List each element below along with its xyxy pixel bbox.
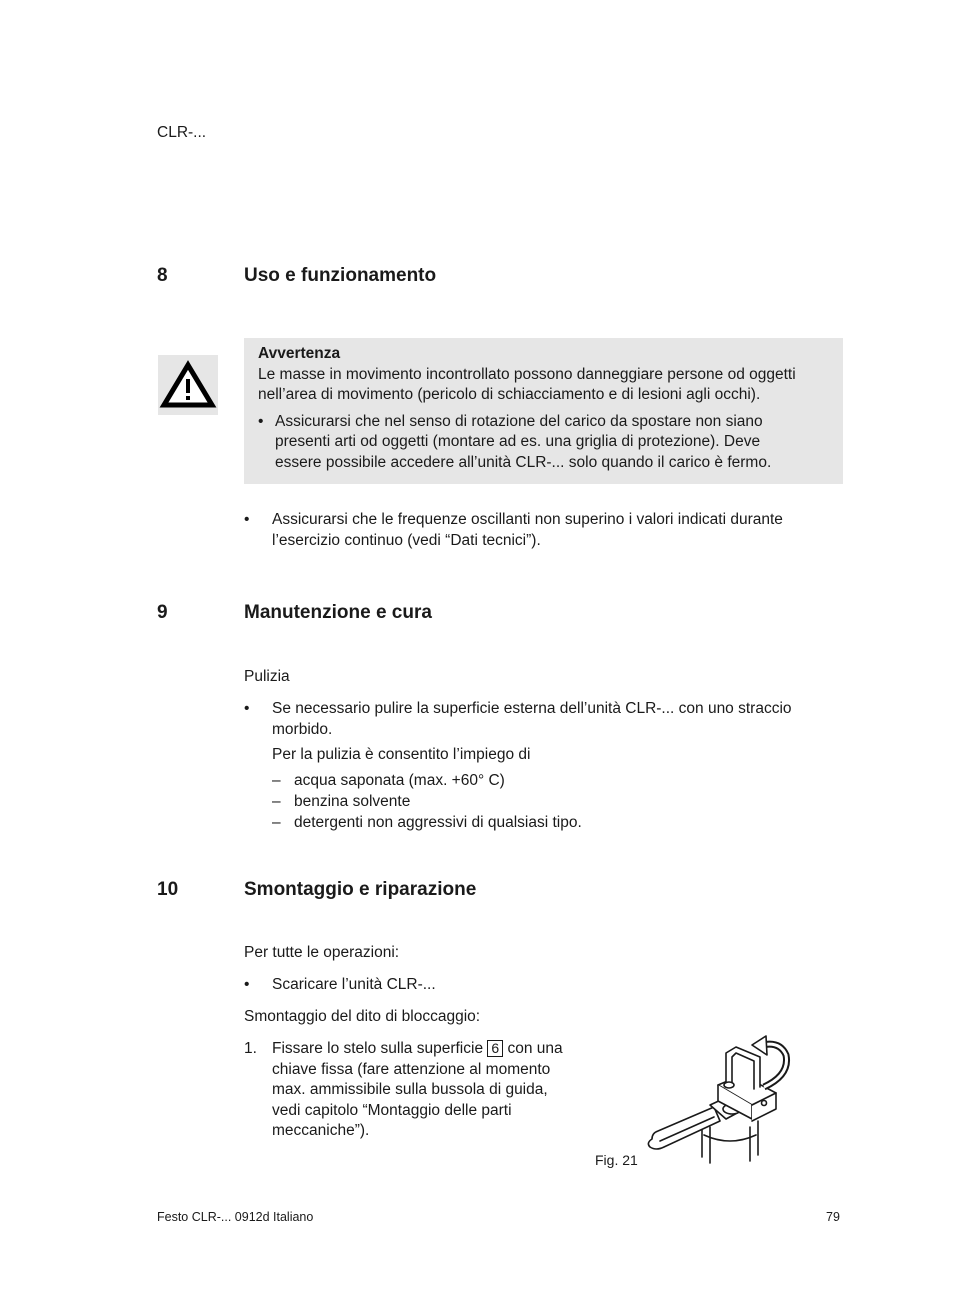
bullet-symbol: • <box>244 700 250 717</box>
step-line: chiave fissa (fare attenzione al momento <box>272 1060 551 1078</box>
warning-box <box>244 338 843 484</box>
reference-box: 6 <box>487 1040 503 1057</box>
warning-text-line: nell’area di movimento (pericolo di schiacciamento e di lesioni agli occhi). <box>258 386 761 403</box>
bullet-line: l’esercizio continuo (vedi “Dati tecnici”). <box>272 531 541 549</box>
paragraph: Smontaggio del dito di bloccaggio: <box>244 1008 481 1025</box>
step-number: 1. <box>244 1040 257 1057</box>
section-10-number: 10 <box>157 879 179 900</box>
list-item-text: detergenti non aggressivi di qualsiasi tipo. <box>294 814 582 831</box>
warning-text-line: Le masse in movimento incontrollato possono danneggiare persone od oggetti <box>258 365 796 383</box>
subheading: Pulizia <box>244 668 290 685</box>
warning-title: Avvertenza <box>258 345 341 362</box>
step-line: vedi capitolo “Montaggio delle parti <box>272 1101 512 1119</box>
figure-caption: Fig. 21 <box>595 1152 638 1168</box>
section-10-title: Smontaggio e riparazione <box>244 879 477 900</box>
warning-bullet-line: Assicurarsi che nel senso di rotazione del carico da spostare non siano <box>275 412 763 430</box>
bullet-line: morbido. <box>272 720 333 738</box>
dash-symbol: – <box>272 793 281 810</box>
dash-symbol: – <box>272 772 281 789</box>
section-8-number: 8 <box>157 265 168 286</box>
step-line: Fissare lo stelo sulla superficie <box>272 1040 484 1057</box>
warning-bullet-line: presenti arti od oggetti (montare ad es. una griglia di protezione). Deve <box>275 433 761 450</box>
wrench-illustration <box>640 1035 800 1165</box>
list-item-text: benzina solvente <box>294 793 411 810</box>
section-8-title: Uso e funzionamento <box>244 265 437 286</box>
paragraph: Per tutte le operazioni: <box>244 944 400 961</box>
paragraph: Per la pulizia è consentito l’impiego di <box>272 746 531 763</box>
step-line: meccaniche”). <box>272 1122 370 1139</box>
section-9-title: Manutenzione e cura <box>244 602 432 623</box>
bullet-symbol: • <box>258 412 264 430</box>
section-9-number: 9 <box>157 602 168 623</box>
dash-symbol: – <box>272 814 281 831</box>
bullet-line: Se necessario pulire la superficie esterna dell’unità CLR-... con uno straccio <box>272 700 792 717</box>
document-code: CLR-... <box>157 124 207 141</box>
footer-document-info: Festo CLR-... 0912d Italiano <box>157 1210 314 1224</box>
bullet-symbol: • <box>244 976 250 993</box>
warning-triangle-icon <box>158 355 218 415</box>
page-number: 79 <box>826 1210 840 1224</box>
warning-icon-box <box>158 355 218 415</box>
bullet-symbol: • <box>244 511 250 528</box>
list-item-text: acqua saponata (max. +60° C) <box>294 772 505 789</box>
step-text <box>272 1039 563 1142</box>
bullet-line: Scaricare l’unità CLR-... <box>272 976 436 993</box>
warning-bullet <box>258 412 829 474</box>
step-line: max. ammissibile sulla bussola di guida, <box>272 1081 548 1098</box>
warning-bullet-line: essere possibile accedere all’unità CLR-... solo quando il carico è fermo. <box>275 453 772 471</box>
step-line: con una <box>507 1040 563 1057</box>
bullet-line: Assicurarsi che le frequenze oscillanti non superino i valori indicati durante <box>272 511 783 528</box>
